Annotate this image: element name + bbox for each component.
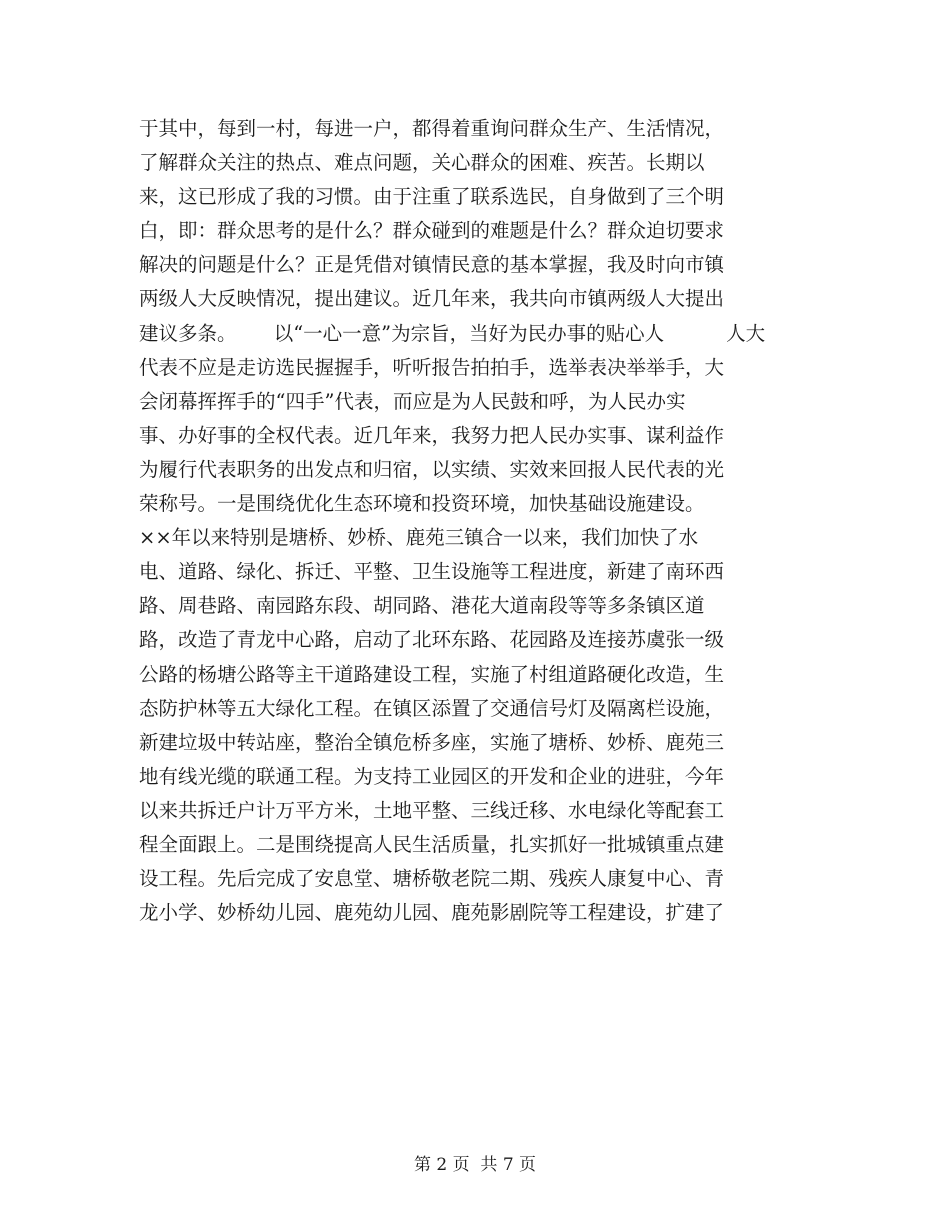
text-line: 事、办好事的全权代表。近几年来，我努力把人民办实事、谋利益作 [139,423,725,447]
text-line: 设工程。先后完成了安息堂、塘桥敬老院二期、残疾人康复中心、青 [139,867,725,891]
text-line: 来，这已形成了我的习惯。由于注重了联系选民，自身做到了三个明 [139,185,725,209]
text-line: 公路的杨塘公路等主干道路建设工程，实施了村组道路硬化改造，生 [139,662,725,686]
footer-prefix: 第 [413,1155,431,1175]
text-line: 路，改造了青龙中心路，启动了北环东路、花园路及连接苏虞张一级 [139,628,725,652]
body-text [139,112,819,930]
text-line: 于其中，每到一村，每进一户，都得着重询问群众生产、生活情况， [139,117,725,140]
text-line: 两级人大反映情况，提出建议。近几年来，我共向市镇两级人大提出 [139,287,725,311]
text-line: 地有线光缆的联通工程。为支持工业园区的开发和企业的进驻，今年 [139,764,725,788]
text-line: 路、周巷路、南园路东段、胡同路、港花大道南段等等多条镇区道 [139,594,705,618]
text-line: 白，即：群众思考的是什么？群众碰到的难题是什么？群众迫切要求 [139,219,725,243]
text-line: 龙小学、妙桥幼儿园、鹿苑幼儿园、鹿苑影剧院等工程建设，扩建了 [139,901,725,925]
text-line: 荣称号。一是围绕优化生态环境和投资环境，加快基础设施建设。 [139,492,705,516]
text-line: ××年以来特别是塘桥、妙桥、鹿苑三镇合一以来，我们加快了水 [139,526,699,550]
text-line: 建议多条。 以“一心一意”为宗旨，当好为民办事的贴心人 人大 [139,321,766,345]
text-line: 以来共拆迁户计万平方米，土地平整、三线迁移、水电绿化等配套工 [139,798,725,822]
text-line: 解决的问题是什么？正是凭借对镇情民意的基本掌握，我及时向市镇 [139,253,725,277]
text-line: 了解群众关注的热点、难点问题，关心群众的困难、疾苦。长期以 [139,151,705,175]
total-page-count: 7 [502,1155,514,1175]
text-line: 新建垃圾中转站座，整治全镇危桥多座，实施了塘桥、妙桥、鹿苑三 [139,730,725,754]
footer-suffix: 页 [519,1155,537,1175]
text-line: 代表不应是走访选民握握手，听听报告拍拍手，选举表决举举手，大 [139,355,725,379]
text-line: 态防护林等五大绿化工程。在镇区添置了交通信号灯及隔离栏设施， [139,696,725,720]
text-line: 电、道路、绿化、拆迁、平整、卫生设施等工程进度，新建了南环西 [139,560,725,584]
text-line: 程全面跟上。二是围绕提高人民生活质量，扎实抓好一批城镇重点建 [139,832,725,856]
text-line: 为履行代表职务的出发点和归宿，以实绩、实效来回报人民代表的光 [139,457,725,481]
footer-middle: 页 共 [452,1155,498,1175]
current-page-number: 2 [436,1155,448,1175]
text-line: 会闭幕挥挥手的“四手”代表，而应是为人民鼓和呼，为人民办实 [139,389,686,413]
page-footer [0,1150,950,1175]
